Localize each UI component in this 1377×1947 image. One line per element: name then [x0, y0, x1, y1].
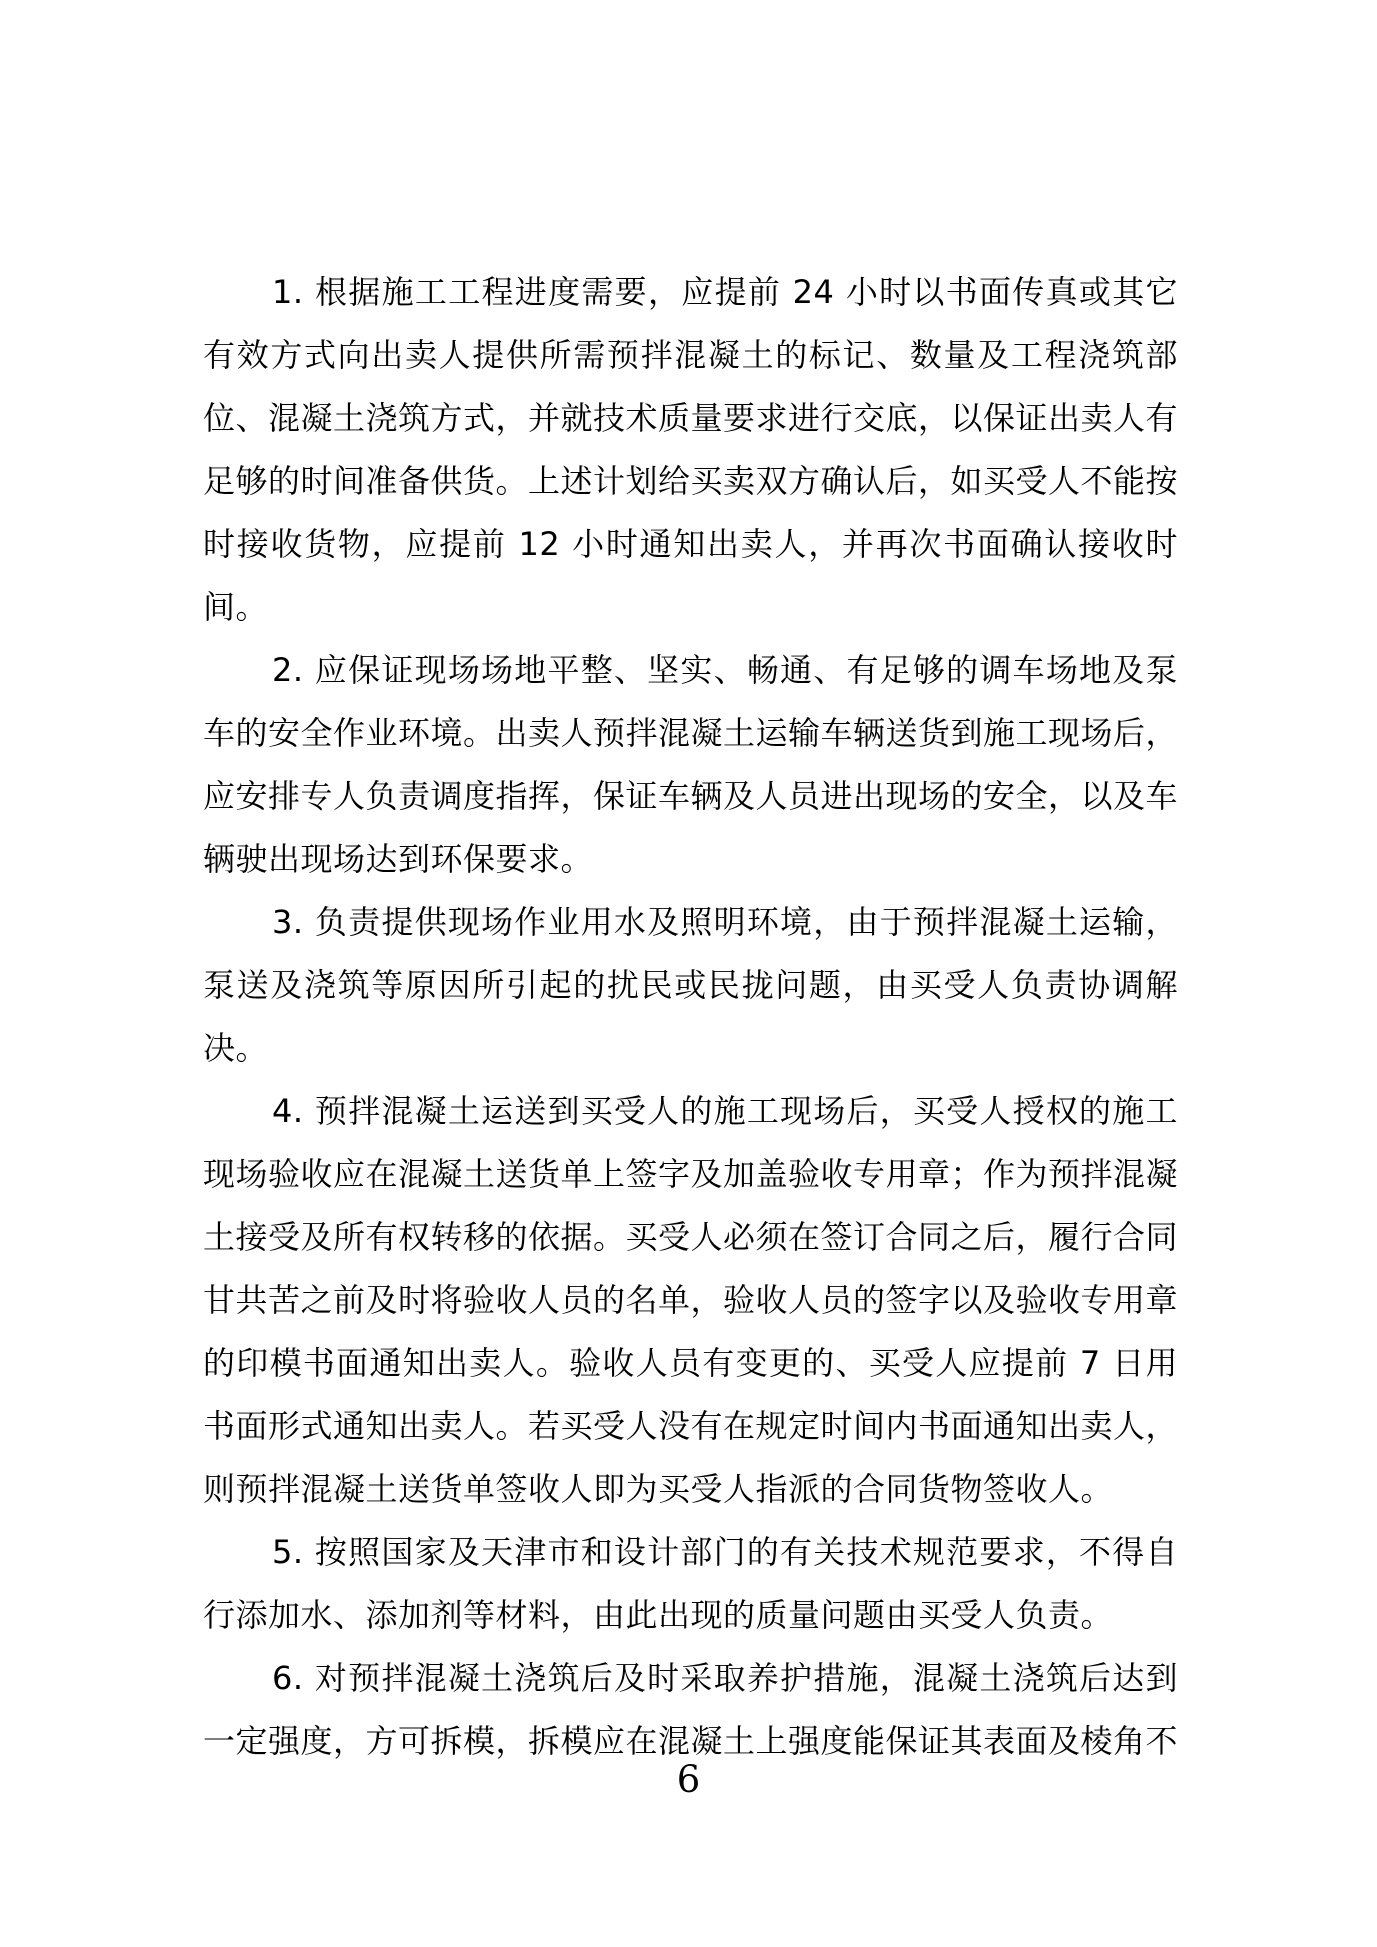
clause-paragraph-1: 1. 根据施工工程进度需要，应提前 24 小时以书面传真或其它有效方式向出卖人提供所需预拌混凝土的标记、数量及工程浇筑部位、混凝土浇筑方式，并就技术质量要求进行交底，以保证出卖人有足够的时间准备供货。上述计划给买卖双方确认后，如买受人不能按时接收货物，应提前 12 小时通知出卖人，并再次书面确认接收时间。 — [203, 273, 1179, 626]
clause-paragraph-5: 5. 按照国家及天津市和设计部门的有关技术规范要求，不得自行添加水、添加剂等材料，由此出现的质量问题由买受人负责。 — [203, 1533, 1178, 1634]
clause-paragraph-3: 3. 负责提供现场作业用水及照明环境，由于预拌混凝土运输，泵送及浇筑等原因所引起的扰民或民拢问题，由买受人负责协调解决。 — [203, 903, 1178, 1067]
clause-paragraph-6: 6. 对预拌混凝土浇筑后及时采取养护措施，混凝土浇筑后达到一定强度，方可拆模，拆模应在混凝土上强度能保证其表面及棱角不 — [203, 1659, 1179, 1760]
clause-paragraph-2: 2. 应保证现场场地平整、坚实、畅通、有足够的调车场地及泵车的安全作业环境。出卖人预拌混凝土运输车辆送货到施工现场后，应安排专人负责调度指挥，保证车辆及人员进出现场的安全，以及车辆驶出现场达到环保要求。 — [203, 651, 1179, 878]
page-number: 6 — [676, 1758, 701, 1801]
page-footer — [0, 1758, 1377, 1802]
clause-paragraph-4: 4. 预拌混凝土运送到买受人的施工现场后，买受人授权的施工现场验收应在混凝土送货单上签字及加盖验收专用章；作为预拌混凝土接受及所有权转移的依据。买受人必须在签订合同之后，履行合同甘共苦之前及时将验收人员的名单，验收人员的签字以及验收专用章的印模书面通知出卖人。验收人员有变更的、买受人应提前 7 日用书面形式通知出卖人。若买受人没有在规定时间内书面通知出卖人，则预拌混凝土送货单签收人即为买受人指派的合同货物签收人。 — [203, 1092, 1179, 1508]
contract-body — [203, 261, 1178, 1773]
